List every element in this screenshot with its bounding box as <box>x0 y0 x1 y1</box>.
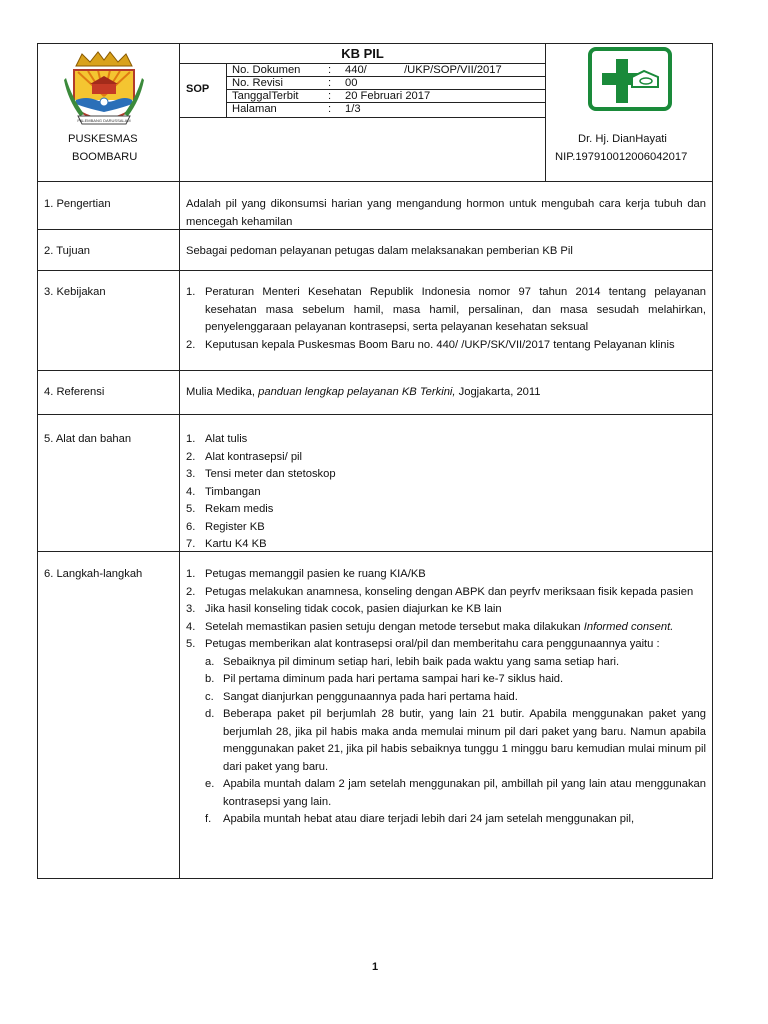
list-item <box>186 536 706 554</box>
svg-text:PALEMBANG DARUSSALAM: PALEMBANG DARUSSALAM <box>77 118 131 123</box>
list-item-number: 6. <box>186 520 196 533</box>
section-label-pengertian: 1. Pengertian <box>44 198 111 210</box>
list-item <box>186 466 706 484</box>
meta-sep-dokumen: : <box>328 64 332 76</box>
section-label-tujuan: 2. Tujuan <box>44 245 91 257</box>
list-item <box>186 284 706 337</box>
list-item <box>186 449 706 467</box>
meta-value-halaman: 1/3 <box>345 103 361 115</box>
list-item-text: Register KB <box>205 520 265 533</box>
list-item-italic-text: Informed consent. <box>583 620 674 633</box>
list-item-number: 1. <box>186 433 196 445</box>
sub-list-letter: a. <box>205 655 215 668</box>
document-title: KB PIL <box>341 46 384 61</box>
list-item-text: Petugas memanggil pasien ke ruang KIA/KB <box>205 568 426 580</box>
header-bottom-line <box>37 181 713 182</box>
list-item-number: 3. <box>186 603 196 615</box>
row-line-4 <box>37 414 713 415</box>
list-item <box>186 584 706 602</box>
list-item-number: 2. <box>186 585 196 598</box>
list-item <box>186 519 706 537</box>
sub-list-item <box>186 671 706 689</box>
reference-book-title: panduan lengkap pelayanan KB Terkini, <box>258 386 456 398</box>
list-item-number: 1. <box>186 568 196 580</box>
table-border-top <box>37 43 713 44</box>
list-item-text: Alat kontrasepsi/ pil <box>205 450 303 463</box>
sub-list-text: Sangat dianjurkan penggunaannya pada hari pertama haid. <box>223 690 518 703</box>
list-item-number: 5. <box>186 638 196 650</box>
table-border-bottom <box>37 878 713 879</box>
meta-value-terbit: 20 Februari 2017 <box>345 90 431 102</box>
sub-list-text: Sebaiknya pil diminum setiap hari, lebih baik pada waktu yang sama setiap hari. <box>223 655 620 668</box>
list-item <box>186 566 706 584</box>
sub-list-item <box>186 811 706 829</box>
meta-sep-revisi: : <box>328 77 332 89</box>
list-item-number: 1. <box>186 286 196 298</box>
list-item-text: Peraturan Menteri Kesehatan Republik Indonesia nomor 97 tahun 2014 tentang pelayanan kesehatan masa sebelum hamil, masa hamil, persalinan, dan masa sesudah melahirkan, penyelenggaraan pelayanan kontrasepsi, serta pelayanan kesehatan seksual <box>205 286 706 333</box>
meta-label-halaman: Halaman <box>232 103 277 115</box>
section-label-kebijakan: 3. Kebijakan <box>44 286 106 298</box>
city-emblem-logo <box>62 50 146 126</box>
list-item-text: Timbangan <box>205 485 261 498</box>
meta-value-dokumen: 440/ /UKP/SOP/VII/2017 <box>345 64 502 76</box>
list-item-number: 2. <box>186 338 196 351</box>
list-item-number: 5. <box>186 503 196 515</box>
sub-list-text: Pil pertama diminum pada hari pertama sampai hari ke-7 siklus haid. <box>223 673 564 685</box>
list-item-number: 2. <box>186 450 196 463</box>
section-text-tujuan: Sebagai pedoman pelayanan petugas dalam melaksanakan pemberian KB Pil <box>186 245 573 257</box>
meta-bottom-line <box>179 117 546 118</box>
list-item <box>186 619 706 637</box>
list-item-text: Kartu K4 KB <box>205 538 267 550</box>
sop-label: SOP <box>186 83 210 95</box>
list-item <box>186 337 706 355</box>
section-text-referensi <box>186 384 706 402</box>
meta-label-terbit: TanggalTerbit <box>232 90 299 102</box>
list-item <box>186 601 706 619</box>
reference-publisher: Jogjakarta, 2011 <box>458 386 541 398</box>
section-text-pengertian: Adalah pil yang dikonsumsi harian yang mengandung hormon untuk mengubah cara kerja tubuh dan mencegah kehamilan <box>186 198 706 228</box>
list-item <box>186 501 706 519</box>
list-item-number: 3. <box>186 468 196 480</box>
section-list-alat <box>186 431 706 554</box>
meta-sep-terbit: : <box>328 90 332 102</box>
org-name-line1: PUSKESMAS <box>68 133 138 145</box>
section-list-kebijakan <box>186 284 706 354</box>
sub-list-item <box>186 689 706 707</box>
sub-list-item <box>186 706 706 776</box>
list-item-number: 7. <box>186 538 196 550</box>
sub-list-item <box>186 776 706 811</box>
sub-list-letter: c. <box>205 690 214 703</box>
list-item <box>186 484 706 502</box>
list-item-number: 4. <box>186 620 196 633</box>
table-border-right <box>712 43 713 879</box>
puskesmas-logo <box>588 47 672 111</box>
sub-list-text: Apabila muntah hebat atau diare terjadi lebih dari 24 jam setelah menggunakan pil, <box>223 813 635 825</box>
sub-list-letter: d. <box>205 708 215 720</box>
list-item-text: Petugas melakukan anamnesa, konseling dengan ABPK dan peyrfv meriksaan fisik kepada pasien <box>205 585 694 598</box>
list-item-text: Tensi meter dan stetoskop <box>205 468 336 480</box>
meta-label-revisi: No. Revisi <box>232 77 283 89</box>
section-label-alat: 5. Alat dan bahan <box>44 433 132 445</box>
list-item-text: Jika hasil konseling tidak cocok, pasien diajurkan ke KB lain <box>205 603 502 615</box>
row-line-3 <box>37 370 713 371</box>
meta-value-revisi: 00 <box>345 77 358 89</box>
signer-nip: NIP.197910012006042017 <box>555 151 688 163</box>
meta-sep-halaman: : <box>328 103 332 115</box>
sub-list-text: Beberapa paket pil berjumlah 28 butir, yang lain 21 butir. Apabila menggunakan paket yang berjumlah 28, jika pil habis maka anda memulai minum pil dari paket yang baru. Namun apabila menggunakan paket 21, jika pil habis sebaiknya tunggu 1 minggu baru kemudian mulai minum pil dari paket yang baru. <box>223 708 706 773</box>
meta-label-dokumen: No. Dokumen <box>232 64 301 76</box>
list-item-text: Alat tulis <box>205 433 248 445</box>
section-label-referensi: 4. Referensi <box>44 386 105 398</box>
sub-list-letter: b. <box>205 673 215 685</box>
list-item-text: Rekam medis <box>205 503 274 515</box>
sub-list-item <box>186 654 706 672</box>
section-list-langkah <box>186 566 706 829</box>
sub-list-letter: f. <box>205 813 212 825</box>
page-number: 1 <box>371 961 379 973</box>
org-name-line2: BOOMBARU <box>72 151 138 163</box>
section-label-langkah: 6. Langkah-langkah <box>44 568 143 580</box>
sop-divider <box>226 63 227 117</box>
list-item-text: Petugas memberikan alat kontrasepsi oral/pil dan memberitahu cara penggunaannya yaitu : <box>205 638 660 650</box>
list-item-number: 4. <box>186 485 196 498</box>
column-divider <box>179 181 180 879</box>
list-item <box>186 636 706 654</box>
list-item-text: Keputusan kepala Puskesmas Boom Baru no. 440/ /UKP/SK/VII/2017 tentang Pelayanan klinis <box>205 338 675 351</box>
signer-name: Dr. Hj. DianHayati <box>578 133 667 145</box>
reference-author: Mulia Medika, <box>186 386 256 398</box>
list-item-text: Setelah memastikan pasien setuju dengan metode tersebut maka dilakukan <box>205 620 581 633</box>
list-item <box>186 431 706 449</box>
table-border-left <box>37 43 38 879</box>
row-line-2 <box>37 270 713 271</box>
sub-list-text: Apabila muntah dalam 2 jam setelah menggunakan pil, ambillah pil yang lain atau menggunakan kontrasepsi yang lain. <box>223 778 706 808</box>
sub-list-letter: e. <box>205 778 215 790</box>
